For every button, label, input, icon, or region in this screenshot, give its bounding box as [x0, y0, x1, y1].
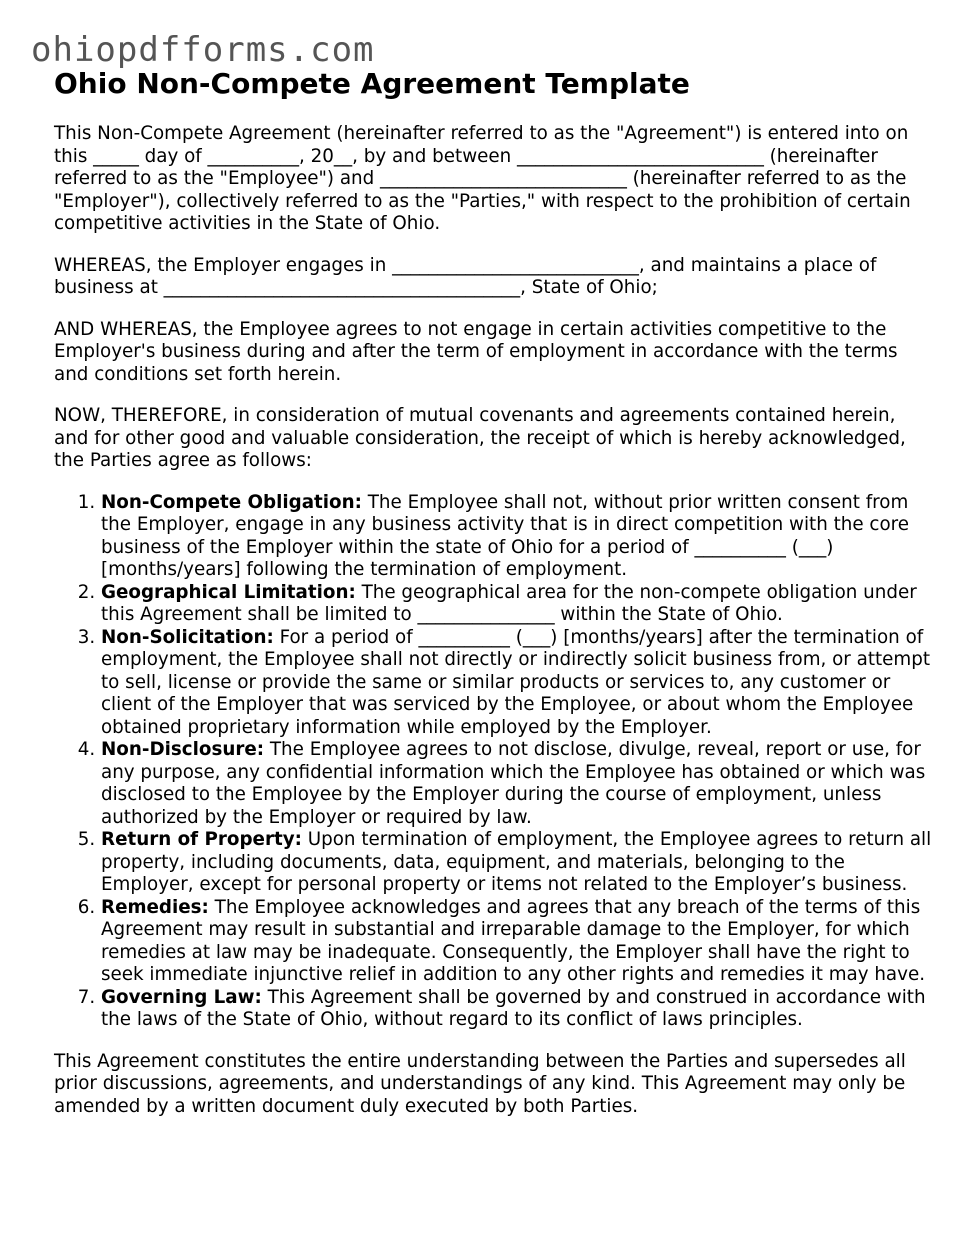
- clause-item: [101, 582, 934, 627]
- clause-text: For a period of __________ (___) [months/years] after the termination of employment, the Employee shall not directly or indirectly solicit business from, or attempt to sell, license or provide the same or similar products or services to, any customer or client of the Employer that was serviced by the Employee, or about whom the Employee obtained proprietary information while employed by the Employer.: [101, 626, 931, 738]
- clause-text: The Employee agrees to not disclose, divulge, reveal, report or use, for any purpose, any confidential information which the Employee has obtained or which was disclosed to the Employee by the Employer during the course of employment, unless authorized by the Employer or required by law.: [101, 739, 926, 828]
- clause-item: [101, 829, 934, 897]
- site-watermark: ohiopdfforms.com: [31, 30, 375, 70]
- clause-text: The geographical area for the non-compete obligation under this Agreement shall be limited to _______________ within the State of Ohio.: [101, 581, 917, 625]
- clause-text: Upon termination of employment, the Employee agrees to return all property, including documents, data, equipment, and materials, belonging to the Employer, except for personal property or items not related to the Employer’s business.: [101, 829, 932, 895]
- clause-item: [101, 492, 934, 582]
- clause-heading: Non-Solicitation:: [101, 626, 274, 648]
- page-title: Ohio Non-Compete Agreement Template: [54, 67, 690, 100]
- clause-heading: Remedies:: [101, 896, 209, 918]
- clause-heading: Non-Disclosure:: [101, 739, 265, 760]
- and-whereas-paragraph: AND WHEREAS, the Employee agrees to not engage in certain activities competitive to the Employer's business during and after the term of employment in accordance with the terms and conditions set forth herein.: [54, 318, 898, 385]
- clause-item: [101, 739, 934, 829]
- clause-list: [54, 492, 934, 1032]
- clause-item: [101, 987, 934, 1032]
- document-body: [54, 66, 934, 1118]
- clause-heading: Governing Law:: [101, 986, 262, 1008]
- clause-heading: Geographical Limitation:: [101, 581, 356, 603]
- clause-text: The Employee acknowledges and agrees that any breach of the terms of this Agreement may result in substantial and irreparable damage to the Employer, for which remedies at law may be inadequate. Consequently, the Employer shall have the right to seek immediate injunctive relief in addition to any other rights and remedies it may have.: [101, 896, 926, 985]
- closing-paragraph: This Agreement constitutes the entire understanding between the Parties and supersedes all prior discussions, agreements, and understandings of any kind. This Agreement may only be amended by a written document duly executed by both Parties.: [54, 1050, 906, 1117]
- clause-item: [101, 897, 934, 987]
- clause-text: This Agreement shall be governed by and construed in accordance with the laws of the State of Ohio, without regard to its conflict of laws principles.: [101, 986, 926, 1030]
- clause-text: The Employee shall not, without prior written consent from the Employer, engage in any business activity that is in direct competition with the core business of the Employer within the state of Ohio for a period of __________ (___) [months/years] following the termination of employment.: [101, 491, 910, 580]
- now-therefore-paragraph: NOW, THEREFORE, in consideration of mutual covenants and agreements contained herein, and for other good and valuable consideration, the receipt of which is hereby acknowledged, the Parties agree as follows:: [54, 405, 906, 471]
- clause-item: [101, 627, 934, 740]
- intro-paragraph: This Non-Compete Agreement (hereinafter referred to as the "Agreement") is entered into on this _____ day of __________, 20__, by and between ___________________________ (hereinafter referred to as the "Employee") and ___________________________ (hereinafter referred to as the "Employer"), collectively referred to as the "Parties," with respect to the prohibition of certain competitive activities in the State of Ohio.: [54, 123, 911, 234]
- clause-heading: Return of Property:: [101, 829, 302, 850]
- clause-heading: Non-Compete Obligation:: [101, 491, 362, 513]
- whereas-paragraph: WHEREAS, the Employer engages in ___________________________, and maintains a place of business at _______________________________________, State of Ohio;: [54, 254, 877, 298]
